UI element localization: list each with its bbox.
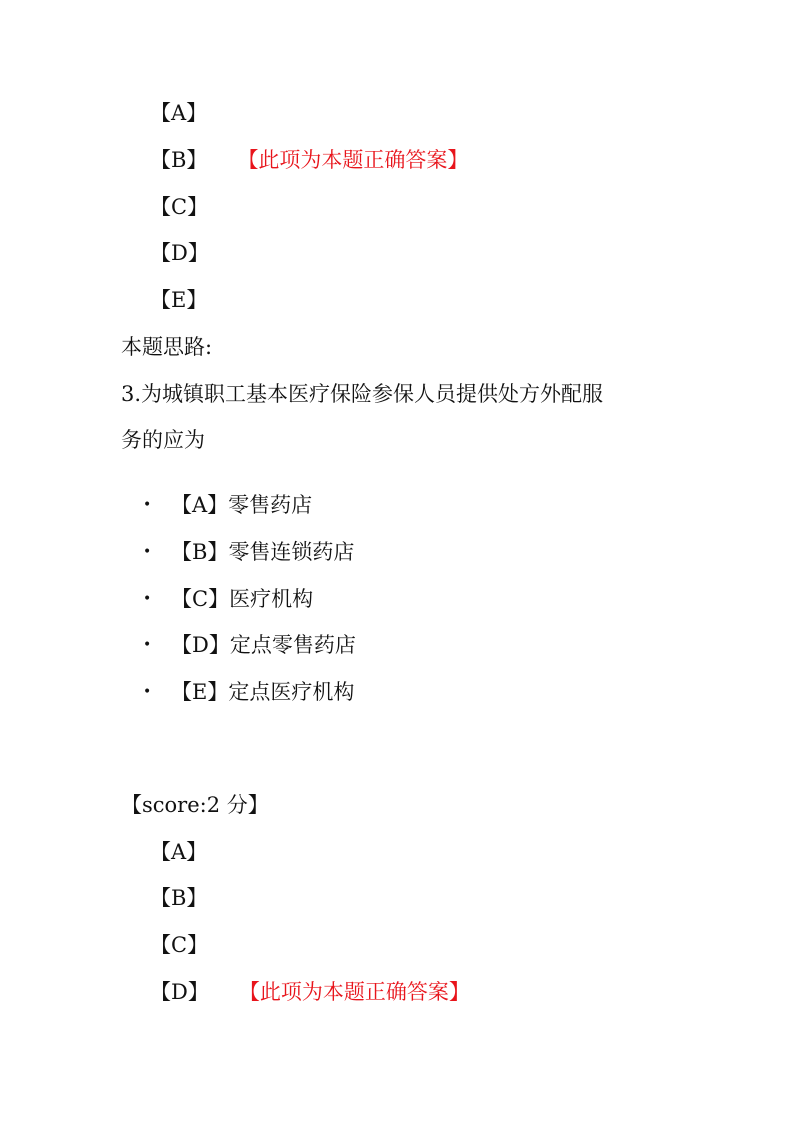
correct-answer-flag: 【此项为本题正确答案】: [237, 148, 469, 172]
option-letter: 【C】: [150, 933, 209, 957]
correct-answer-flag: 【此项为本题正确答案】: [238, 980, 470, 1004]
q2-option-a: [150, 99, 207, 127]
option-letter: 【A】: [150, 101, 208, 125]
thinking-label: 本题思路:: [121, 335, 213, 359]
choice-text: 定点医疗机构: [228, 680, 355, 704]
q2-option-e: [150, 286, 207, 314]
bullet-icon: •: [143, 683, 152, 700]
q3-answer-b: [150, 884, 207, 912]
option-letter: 【B】: [150, 886, 208, 910]
choice-d: [143, 631, 356, 661]
q2-option-d: [150, 239, 209, 267]
bullet-icon: •: [143, 543, 152, 560]
option-letter: 【B】: [150, 148, 208, 172]
choice-text: 医疗机构: [229, 587, 314, 611]
option-letter: 【C】: [150, 195, 209, 219]
choice-text: 零售连锁药店: [228, 540, 355, 564]
option-letter: 【D】: [150, 241, 209, 265]
q2-option-b: [150, 146, 468, 174]
choice-e: [143, 678, 354, 708]
q3-answer-d: [150, 978, 470, 1006]
choice-letter: 【A】: [171, 493, 229, 517]
option-letter: 【E】: [150, 288, 208, 312]
question-stem-line-1: 3.为城镇职工基本医疗保险参保人员提供处方外配服: [121, 382, 604, 406]
bullet-icon: •: [143, 590, 152, 607]
choice-a: [143, 491, 312, 521]
choice-letter: 【E】: [171, 680, 229, 704]
choice-letter: 【D】: [171, 633, 230, 657]
q2-option-c: [150, 193, 208, 221]
option-letter: 【A】: [150, 840, 208, 864]
q3-answer-c: [150, 931, 208, 959]
bullet-icon: •: [143, 496, 152, 513]
choice-c: [143, 585, 313, 615]
score-label: 【score:2 分】: [121, 793, 269, 817]
question-stem-line-2: 务的应为: [121, 428, 205, 452]
choice-text: 零售药店: [228, 493, 313, 517]
choice-b: [143, 538, 354, 568]
q3-answer-a: [150, 838, 207, 866]
choice-letter: 【C】: [171, 587, 230, 611]
choice-text: 定点零售药店: [229, 633, 356, 657]
bullet-icon: •: [143, 636, 152, 653]
choice-letter: 【B】: [171, 540, 229, 564]
option-letter: 【D】: [150, 980, 209, 1004]
